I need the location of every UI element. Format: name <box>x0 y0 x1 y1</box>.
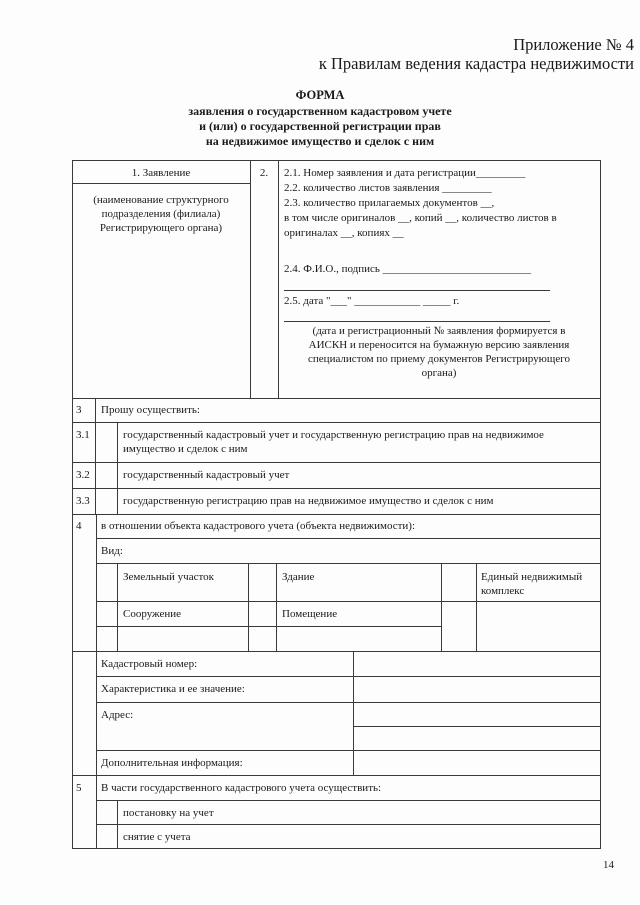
section-2-note: органа) <box>421 367 457 379</box>
kind-label: Вид: <box>101 545 123 557</box>
rules-reference: к Правилам ведения кадастра недвижимости <box>318 54 634 73</box>
section-4-number: 4 <box>76 520 82 532</box>
date-line <box>284 321 550 322</box>
divider <box>96 563 601 564</box>
divider <box>96 514 97 775</box>
page-number: 14 <box>603 859 614 871</box>
divider <box>96 601 601 602</box>
attached-docs-field[interactable]: 2.3. количество прилагаемых документов __, <box>284 197 495 209</box>
divider <box>72 422 601 423</box>
table-right-border <box>600 160 601 849</box>
divider <box>72 514 601 515</box>
option-3-3-number: 3.3 <box>76 495 90 507</box>
register-checkbox[interactable] <box>97 801 117 824</box>
form-title: ФОРМА <box>295 88 345 102</box>
characteristic-input[interactable] <box>354 677 600 702</box>
cadastral-number-label: Кадастровый номер: <box>101 658 198 670</box>
structure-checkbox[interactable] <box>97 602 117 626</box>
section-2-note: АИСКН и переносится на бумажную версию заявления <box>308 339 570 351</box>
complex-label: комплекс <box>481 585 525 597</box>
divider <box>117 422 118 515</box>
section-5-label: В части государственного кадастрового учета осуществить: <box>101 782 382 794</box>
section-2-number: 2. <box>259 167 269 179</box>
address-label: Адрес: <box>101 709 134 721</box>
table-top-border <box>72 160 601 161</box>
sheet-count-field[interactable]: 2.2. количество листов заявления _________ <box>284 182 492 194</box>
divider <box>72 398 601 399</box>
complex-label: Единый недвижимый <box>481 571 583 583</box>
additional-info-label: Дополнительная информация: <box>101 757 243 769</box>
section-3-label: Прошу осуществить: <box>101 404 200 416</box>
application-number-field[interactable]: 2.1. Номер заявления и дата регистрации_________ <box>284 167 526 179</box>
building-checkbox[interactable] <box>249 564 276 601</box>
deregister-checkbox[interactable] <box>97 825 117 848</box>
divider <box>96 824 601 825</box>
name-signature-field[interactable]: 2.4. Ф.И.О., подпись ___________________________ <box>284 263 532 275</box>
divider <box>96 800 601 801</box>
option-3-2-number: 3.2 <box>76 469 90 481</box>
address-input[interactable] <box>354 703 600 750</box>
section-1-note: подразделения (филиала) <box>101 208 221 220</box>
option-3-2-label: государственный кадастровый учет <box>123 469 290 481</box>
section-2-note: (дата и регистрационный № заявления формируется в <box>312 325 566 337</box>
structure-label: Сооружение <box>123 608 182 620</box>
option-3-2-checkbox[interactable] <box>96 463 117 488</box>
appendix-label: Приложение № 4 <box>513 35 634 54</box>
additional-info-input[interactable] <box>354 751 600 775</box>
complex-checkbox[interactable] <box>442 564 476 651</box>
divider <box>96 538 601 539</box>
divider <box>72 488 601 489</box>
building-label: Здание <box>282 571 315 583</box>
form-subtitle-line1: заявления о государственном кадастровом учете <box>188 104 452 118</box>
section-5-number: 5 <box>76 782 82 794</box>
option-3-1-number: 3.1 <box>76 429 90 441</box>
divider <box>96 626 441 627</box>
divider <box>476 563 477 651</box>
deregister-label: снятие с учета <box>123 831 191 843</box>
form-subtitle-line3: на недвижимое имущество и сделок с ним <box>205 134 435 148</box>
option-3-3-checkbox[interactable] <box>96 489 117 514</box>
option-3-1-label: государственный кадастровый учет и государственную регистрацию прав на недвижимое <box>123 429 544 441</box>
divider <box>72 462 601 463</box>
date-field[interactable]: 2.5. дата "___" ____________ _____ г. <box>284 295 460 307</box>
table-bottom-border <box>72 848 601 849</box>
section-1-note: (наименование структурного <box>93 194 229 206</box>
section-2-note: специалистом по приему документов Регистрирующего <box>308 353 570 365</box>
divider <box>117 563 118 651</box>
section-1-note: Регистрирующего органа) <box>99 222 223 234</box>
divider <box>72 183 250 184</box>
section-3-number: 3 <box>76 404 82 416</box>
table-left-border <box>72 160 73 849</box>
option-3-3-label: государственную регистрацию прав на недвижимое имущество и сделок с ним <box>123 495 494 507</box>
form-subtitle-line2: и (или) о государственной регистрации прав <box>199 119 441 133</box>
land-plot-label: Земельный участок <box>123 571 214 583</box>
option-3-1-checkbox[interactable] <box>96 423 117 462</box>
premises-checkbox[interactable] <box>249 602 276 626</box>
option-3-1-label: имущество и сделок с ним <box>123 443 248 455</box>
section-4-label: в отношении объекта кадастрового учета (объекта недвижимости): <box>101 520 416 532</box>
characteristic-label: Характеристика и ее значение: <box>101 683 245 695</box>
divider <box>276 563 277 651</box>
divider <box>72 775 601 776</box>
register-label: постановку на учет <box>123 807 214 819</box>
cadastral-number-input[interactable] <box>354 652 600 676</box>
signature-line <box>284 290 550 291</box>
premises-label: Помещение <box>282 608 338 620</box>
originals-copies-field[interactable]: в том числе оригиналов __, копий __, количество листов в <box>284 212 557 224</box>
land-plot-checkbox[interactable] <box>97 564 117 601</box>
originals-copies-sheets-field[interactable]: оригиналах __, копиях __ <box>284 227 404 239</box>
section-1-label: 1. Заявление <box>131 167 191 179</box>
divider <box>250 160 251 398</box>
